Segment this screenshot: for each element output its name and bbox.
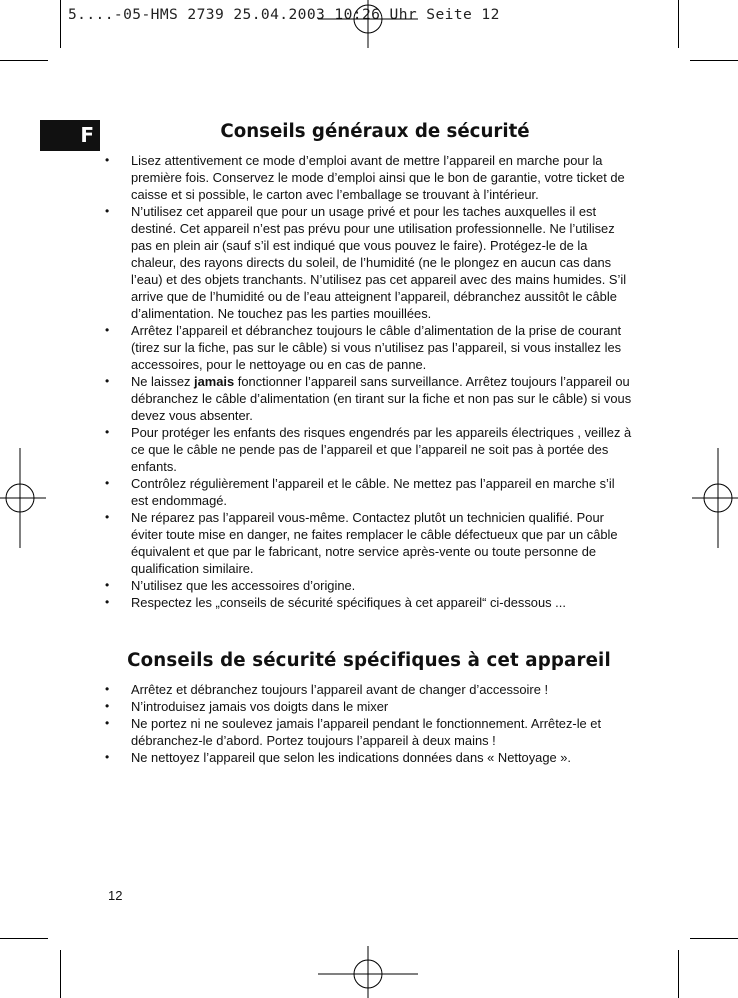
bullet: •	[105, 682, 110, 696]
list-item	[105, 715, 633, 749]
list-item	[105, 698, 633, 715]
list-item	[105, 509, 633, 577]
bullet: •	[105, 699, 110, 713]
list-item	[105, 594, 633, 611]
bullet: •	[105, 578, 110, 592]
registration-mark-bottom-icon	[318, 946, 418, 998]
bullet: •	[105, 374, 110, 388]
specific-safety-list	[105, 681, 633, 766]
bullet: •	[105, 510, 110, 524]
crop-mark-top-right-v	[678, 0, 679, 48]
list-item-text: Contrôlez régulièrement l’appareil et le câble. Ne mettez pas l’appareil en marche s’il est endommagé.	[131, 476, 615, 508]
language-tab: F	[40, 120, 100, 151]
bullet: •	[105, 595, 110, 609]
list-item-text: Ne portez ni ne soulevez jamais l’appareil pendant le fonctionnement. Arrêtez-le et débranchez-le d’abord. Portez toujours l’appareil à deux mains !	[131, 716, 602, 748]
crop-mark-top-left-v	[60, 0, 61, 48]
crop-mark-bottom-right-h	[690, 938, 738, 939]
list-item	[105, 681, 633, 698]
section-title-general-safety: Conseils généraux de sécurité	[220, 121, 530, 142]
crop-mark-bottom-left-v	[60, 950, 61, 998]
list-item	[105, 152, 633, 203]
list-item-text: Lisez attentivement ce mode d’emploi avant de mettre l’appareil en marche pour la première fois. Conservez le mode d’emploi ainsi que le bon de garantie, votre ticket de caisse et si possible, le carton avec l’emballage se trouvant à l’intérieur.	[131, 153, 625, 202]
crop-mark-bottom-right-v	[678, 950, 679, 998]
general-safety-list	[105, 152, 633, 611]
list-item	[105, 373, 633, 424]
list-item	[105, 749, 633, 766]
bullet: •	[105, 716, 110, 730]
bullet: •	[105, 476, 110, 490]
bullet: •	[105, 204, 110, 218]
list-item-text: Pour protéger les enfants des risques engendrés par les appareils électriques , veillez à ce que le câble ne pende pas de l’appareil et que l’appareil ne soit pas à portée des enfants.	[131, 425, 632, 474]
list-item-text: Respectez les „conseils de sécurité spécifiques à cet appareil“ ci-dessous ...	[131, 595, 566, 610]
list-item-text: N’utilisez que les accessoires d’origine.	[131, 578, 356, 593]
page-number: 12	[108, 888, 123, 903]
list-item-text: Ne nettoyez l’appareil que selon les indications données dans « Nettoyage ».	[131, 750, 572, 765]
list-item-text: N’introduisez jamais vos doigts dans le mixer	[131, 699, 389, 714]
list-item-text: Arrêtez et débranchez toujours l’appareil avant de changer d’accessoire !	[131, 682, 549, 697]
bullet: •	[105, 750, 110, 764]
bullet: •	[105, 425, 110, 439]
list-item-text: Arrêtez l’appareil et débranchez toujours le câble d’alimentation de la prise de courant (tirez sur la fiche, pas sur le câble) si vous n’utilisez pas l’appareil, si vous installez les accessoires, pour le nettoyage ou en cas de panne.	[131, 323, 622, 372]
list-item-text: N’utilisez cet appareil que pour un usage privé et pour les taches auxquelles il est destiné. Cet appareil n’est pas prévu pour une utilisation professionnelle. Ne l’utilisez pas en plein air (sauf s’il est indiqué que vous pouvez le faire). Protégez-le de la chaleur, des rayons directs du soleil, de l’humidité (ne le plongez en aucun cas dans l’eau) et des objets tranchants. N’utilisez pas cet appareil avec des mains humides. S’il arrive que de l’humidité ou de l’eau atteignent l’appareil, débranchez aussitôt le câble d’alimentation. Ne touchez pas les parties mouillées.	[131, 204, 627, 321]
section-title-specific-safety: Conseils de sécurité spécifiques à cet appareil	[127, 650, 611, 671]
list-item	[105, 475, 633, 509]
print-slug: 5....-05-HMS 2739 25.04.2003 10:26 Uhr Seite 12	[68, 6, 500, 23]
list-item	[105, 577, 633, 594]
list-item	[105, 322, 633, 373]
crop-mark-top-left-h	[0, 60, 48, 61]
bullet: •	[105, 323, 110, 337]
crop-mark-bottom-left-h	[0, 938, 48, 939]
bullet: •	[105, 153, 110, 167]
registration-mark-top-icon	[318, 0, 418, 50]
list-item-text-before: Ne laissez	[131, 374, 195, 389]
crop-mark-top-right-h	[690, 60, 738, 61]
emphasis-jamais: jamais	[194, 374, 235, 389]
list-item	[105, 424, 633, 475]
list-item-text: Ne réparez pas l’appareil vous-même. Contactez plutôt un technicien qualifié. Pour éviter toute mise en danger, ne faites remplacer le câble défectueux que par un câble équivalent et que par le fabricant, notre service après-vente ou toute personne de qualification similaire.	[131, 510, 618, 576]
registration-mark-right-icon	[692, 448, 738, 548]
list-item-text-after: fonctionner l’appareil sans surveillance. Arrêtez toujours l’appareil ou débranchez le câble d’alimentation (en tirant sur la fiche et non pas sur le câble) si vous devez vous absenter.	[131, 374, 632, 423]
list-item	[105, 203, 633, 322]
registration-mark-left-icon	[0, 448, 46, 548]
